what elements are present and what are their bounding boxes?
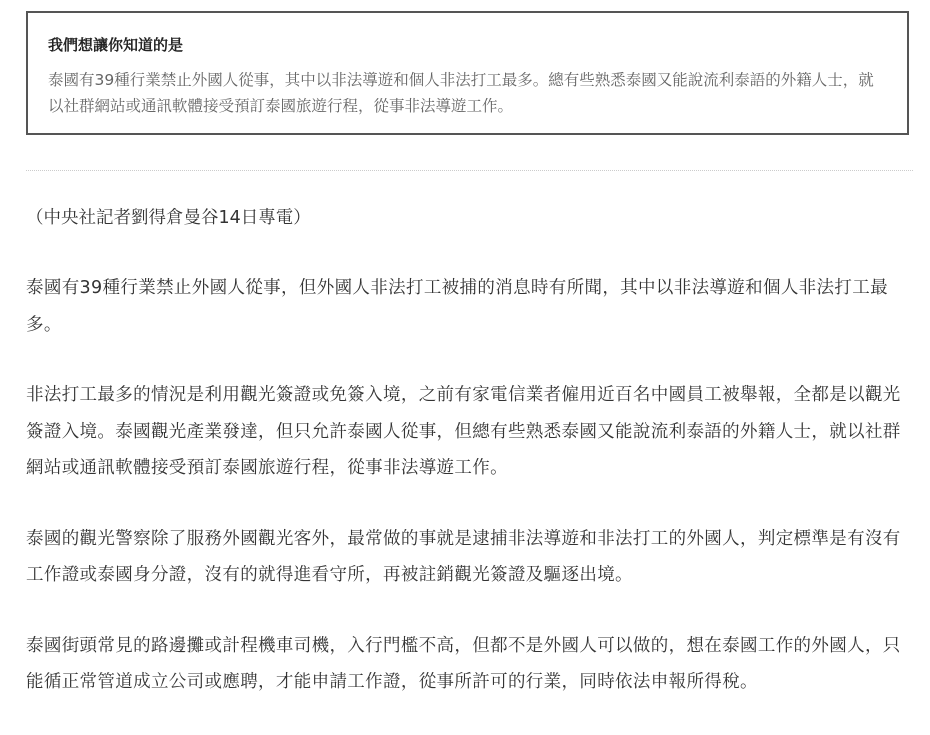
article-paragraph: 泰國的觀光警察除了服務外國觀光客外，最常做的事就是逮捕非法導遊和非法打工的外國人，判定標準是有沒有工作證或泰國身分證，沒有的就得進看守所，再被註銷觀光簽證及驅逐出境。 bbox=[26, 528, 901, 585]
summary-text: 泰國有39種行業禁止外國人從事，其中以非法導遊和個人非法打工最多。總有些熟悉泰國又能說流利泰語的外籍人士，就以社群網站或通訊軟體接受預訂泰國旅遊行程，從事非法導遊工作。 bbox=[48, 71, 874, 115]
summary-title: 我們想讓你知道的是 bbox=[48, 36, 184, 54]
article-paragraph: 泰國街頭常見的路邊攤或計程機車司機，入行門檻不高，但都不是外國人可以做的，想在泰國工作的外國人，只能循正常管道成立公司或應聘，才能申請工作證，從事所許可的行業，同時依法申報所得稅。 bbox=[26, 635, 901, 692]
article-body bbox=[26, 202, 916, 735]
section-divider bbox=[26, 170, 913, 171]
article-paragraph: 泰國有39種行業禁止外國人從事，但外國人非法打工被捕的消息時有所聞，其中以非法導遊和個人非法打工最多。 bbox=[26, 278, 888, 335]
article-dateline: （中央社記者劉得倉曼谷14日專電） bbox=[26, 208, 311, 228]
summary-box bbox=[26, 11, 909, 135]
article-paragraph: 非法打工最多的情況是利用觀光簽證或免簽入境，之前有家電信業者僱用近百名中國員工被舉報，全都是以觀光簽證入境。泰國觀光產業發達，但只允許泰國人從事，但總有些熟悉泰國又能說流利泰語的外籍人士，就以社群網站或通訊軟體接受預訂泰國旅遊行程，從事非法導遊工作。 bbox=[26, 385, 901, 478]
